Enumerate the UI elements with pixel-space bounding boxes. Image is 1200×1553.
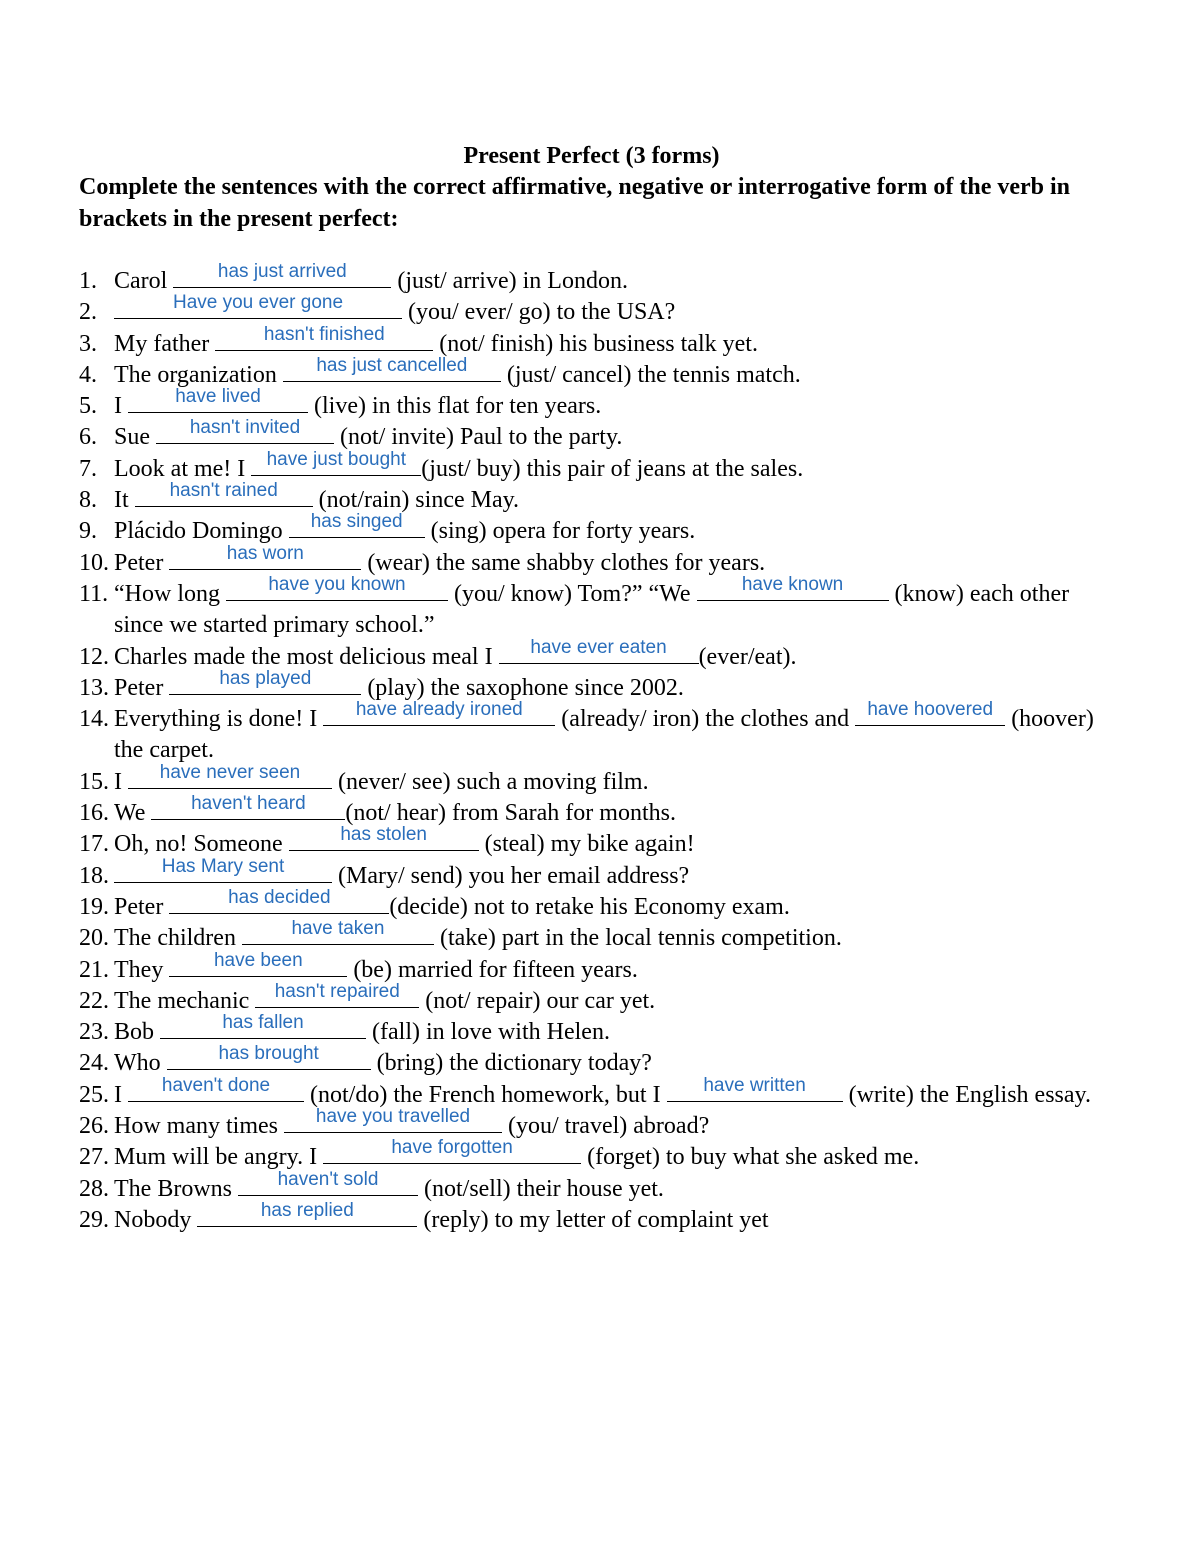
- sentence-text: (not/ finish) his business talk yet.: [433, 330, 758, 357]
- sentence-text: Oh, no! Someone: [114, 831, 289, 858]
- answer-text: has stolen: [340, 824, 427, 846]
- exercise-item: [0, 699, 1200, 767]
- answer-blank[interactable]: [323, 699, 555, 735]
- answer-text: have hoovered: [867, 699, 994, 721]
- exercise-item: [0, 480, 1200, 516]
- answer-text: has singed: [310, 511, 403, 533]
- sentence-text: “How long: [114, 580, 226, 607]
- item-number: 1.: [79, 268, 97, 294]
- sentence-text: I: [114, 768, 128, 795]
- answer-text: have forgotten: [391, 1137, 513, 1159]
- item-number: 8.: [79, 487, 97, 514]
- sentence-text: (fall) in love with Helen.: [366, 1019, 610, 1046]
- exercise-list: [0, 261, 1200, 1236]
- item-sentence: [114, 699, 1104, 767]
- exercise-item: [0, 1074, 1200, 1111]
- answer-text: have ever eaten: [530, 636, 667, 658]
- sentence-text: The children: [114, 925, 242, 952]
- sentence-text: (ever/eat).: [698, 643, 797, 670]
- item-sentence: [114, 1199, 1104, 1236]
- answer-text: hasn't finished: [263, 323, 385, 345]
- item-number: 9.: [79, 518, 97, 545]
- sentence-text: Plácido Domingo: [114, 518, 289, 545]
- sentence-text: (be) married for fifteen years.: [347, 956, 638, 983]
- exercise-item: [0, 323, 1200, 360]
- answer-text: have never seen: [159, 761, 301, 783]
- item-number: 23.: [79, 1019, 109, 1046]
- answer-blank[interactable]: [135, 480, 313, 516]
- answer-text: have known: [741, 573, 844, 595]
- sentence-text: (just/ buy) this pair of jeans at the sales.: [421, 455, 804, 482]
- exercise-item: [0, 1168, 1200, 1205]
- sentence-text: (just/ arrive) in London.: [391, 268, 628, 294]
- sentence-text: (decide) not to retake his Economy exam.: [389, 893, 790, 920]
- answer-text: hasn't invited: [189, 417, 301, 439]
- sentence-text: (take) part in the local tennis competition.: [433, 925, 842, 952]
- sentence-text: We: [114, 800, 152, 827]
- item-number: 25.: [79, 1081, 109, 1108]
- sentence-text: (wear) the same shabby clothes for years.: [361, 549, 766, 576]
- exercise-item: [0, 417, 1200, 453]
- answer-blank[interactable]: [855, 699, 1005, 735]
- item-number: 14.: [79, 706, 109, 733]
- sentence-text: (know) each other since we started primary school.”: [114, 580, 1070, 639]
- sentence-text: (you/ know) Tom?” “We: [447, 580, 697, 607]
- answer-text: have been: [213, 949, 303, 971]
- page-title: Present Perfect (3 forms): [463, 143, 720, 169]
- item-number: 6.: [79, 424, 97, 451]
- item-number: 5.: [79, 393, 97, 420]
- sentence-text: (hoover) the carpet.: [114, 706, 1094, 764]
- sentence-text: (live) in this flat for ten years.: [308, 393, 602, 420]
- sentence-text: (you/ ever/ go) to the USA?: [402, 299, 676, 326]
- sentence-text: Nobody: [114, 1206, 198, 1233]
- item-number: 11.: [79, 580, 109, 607]
- answer-text: has replied: [260, 1199, 354, 1221]
- answer-text: has played: [219, 667, 312, 689]
- sentence-text: The organization: [114, 361, 283, 388]
- sentence-text: My father: [114, 330, 216, 357]
- item-number: 22.: [79, 987, 109, 1014]
- sentence-text: I: [114, 393, 128, 420]
- sentence-text: (just/ cancel) the tennis match.: [500, 361, 801, 388]
- sentence-text: (Mary/ send) you her email address?: [332, 862, 690, 889]
- exercise-item: [0, 1137, 1200, 1173]
- item-number: 10.: [79, 549, 109, 576]
- sentence-text: Charles made the most delicious meal I: [114, 643, 499, 670]
- answer-blank[interactable]: [667, 1074, 843, 1111]
- answer-text: has just arrived: [217, 261, 347, 282]
- sentence-text: (bring) the dictionary today?: [370, 1050, 652, 1077]
- answer-blank[interactable]: [226, 573, 448, 610]
- answer-text: has fallen: [222, 1012, 304, 1034]
- sentence-text: Look at me! I: [114, 455, 252, 482]
- sentence-text: Everything is done! I: [114, 706, 324, 733]
- answer-text: have lived: [175, 386, 261, 408]
- answer-text: has decided: [228, 886, 331, 908]
- sentence-text: (not/ repair) our car yet.: [419, 987, 656, 1014]
- item-number: 29.: [79, 1206, 109, 1233]
- item-number: 27.: [79, 1144, 109, 1171]
- sentence-text: (write) the English essay.: [842, 1081, 1091, 1108]
- exercise-item: [0, 573, 1200, 642]
- answer-text: Have you ever gone: [172, 292, 344, 314]
- sentence-text: (sing) opera for forty years.: [424, 518, 696, 545]
- item-number: 20.: [79, 925, 109, 952]
- item-number: 7.: [79, 455, 97, 482]
- item-number: 19.: [79, 893, 109, 920]
- sentence-text: Peter: [114, 674, 170, 701]
- item-number: 15.: [79, 768, 109, 795]
- item-sentence: [114, 573, 1104, 642]
- exercise-item: [0, 542, 1200, 579]
- answer-text: has brought: [218, 1043, 319, 1065]
- exercise-item: [0, 949, 1200, 986]
- answer-text: hasn't repaired: [274, 980, 400, 1002]
- exercise-item: [0, 1106, 1200, 1142]
- sentence-text: (steal) my bike again!: [478, 831, 695, 858]
- sentence-text: (not/do) the French homework, but I: [304, 1081, 667, 1108]
- answer-text: have written: [703, 1074, 806, 1096]
- sentence-text: Who: [114, 1050, 167, 1077]
- exercise-item: [0, 1199, 1200, 1236]
- sentence-text: (not/ hear) from Sarah for months.: [345, 800, 676, 827]
- item-number: 3.: [79, 330, 97, 357]
- sentence-text: Mum will be angry. I: [114, 1144, 324, 1171]
- item-sentence: [114, 323, 1104, 360]
- item-number: 4.: [79, 361, 97, 388]
- sentence-text: The mechanic: [114, 987, 256, 1014]
- sentence-text: How many times: [114, 1113, 284, 1140]
- sentence-text: I: [114, 1081, 128, 1108]
- sentence-text: Bob: [114, 1019, 161, 1046]
- item-sentence: [114, 1106, 1104, 1142]
- instructions: Complete the sentences with the correct affirmative, negative or interrogative form of the verb in brackets in the present perfect:: [79, 174, 1071, 232]
- sentence-text: (you/ travel) abroad?: [501, 1113, 710, 1140]
- item-sentence: [114, 793, 1104, 829]
- sentence-text: They: [114, 956, 170, 983]
- answer-blank[interactable]: [197, 1199, 417, 1236]
- sentence-text: (not/rain) since May.: [312, 487, 520, 514]
- answer-text: Has Mary sent: [161, 855, 285, 877]
- item-sentence: [114, 480, 1104, 516]
- answer-text: have you known: [268, 573, 406, 595]
- answer-blank[interactable]: [499, 636, 699, 673]
- answer-blank[interactable]: [128, 1074, 304, 1111]
- answer-blank[interactable]: [697, 573, 889, 610]
- sentence-text: It: [114, 487, 135, 514]
- answer-text: have just bought: [266, 448, 407, 470]
- sentence-text: Carol: [114, 268, 174, 294]
- item-number: 12.: [79, 643, 109, 670]
- item-number: 18.: [79, 862, 109, 889]
- item-number: 26.: [79, 1113, 109, 1140]
- sentence-text: The Browns: [114, 1175, 238, 1202]
- sentence-text: Peter: [114, 893, 170, 920]
- answer-text: has just cancelled: [316, 354, 468, 376]
- answer-blank[interactable]: [283, 354, 501, 391]
- answer-text: haven't sold: [277, 1168, 379, 1190]
- sentence-text: (already/ iron) the clothes and: [555, 706, 856, 733]
- item-number: 13.: [79, 674, 109, 701]
- answer-text: has worn: [226, 542, 304, 564]
- sentence-text: Sue: [114, 424, 156, 451]
- sentence-text: Peter: [114, 549, 170, 576]
- sentence-text: (not/ invite) Paul to the party.: [334, 424, 623, 451]
- item-number: 17.: [79, 831, 109, 858]
- exercise-item: [0, 292, 1200, 328]
- item-number: 28.: [79, 1175, 109, 1202]
- answer-text: have already ironed: [355, 699, 523, 721]
- answer-text: haven't heard: [191, 793, 306, 815]
- answer-text: have you travelled: [315, 1106, 471, 1128]
- sentence-text: (play) the saxophone since 2002.: [361, 674, 684, 701]
- answer-text: have taken: [291, 918, 385, 940]
- item-number: 16.: [79, 800, 109, 827]
- answer-text: haven't done: [161, 1074, 271, 1096]
- sentence-text: (never/ see) such a moving film.: [332, 768, 649, 795]
- exercise-item: [0, 793, 1200, 829]
- item-number: 2.: [79, 299, 97, 326]
- answer-text: hasn't rained: [169, 480, 278, 502]
- item-number: 21.: [79, 956, 109, 983]
- sentence-text: (reply) to my letter of complaint yet: [417, 1206, 769, 1233]
- exercise-item: [0, 667, 1200, 704]
- exercise-item: [0, 886, 1200, 923]
- sentence-text: (not/sell) their house yet.: [417, 1175, 664, 1202]
- item-sentence: [114, 1074, 1104, 1111]
- item-number: 24.: [79, 1050, 109, 1077]
- sentence-text: (forget) to buy what she asked me.: [581, 1144, 920, 1171]
